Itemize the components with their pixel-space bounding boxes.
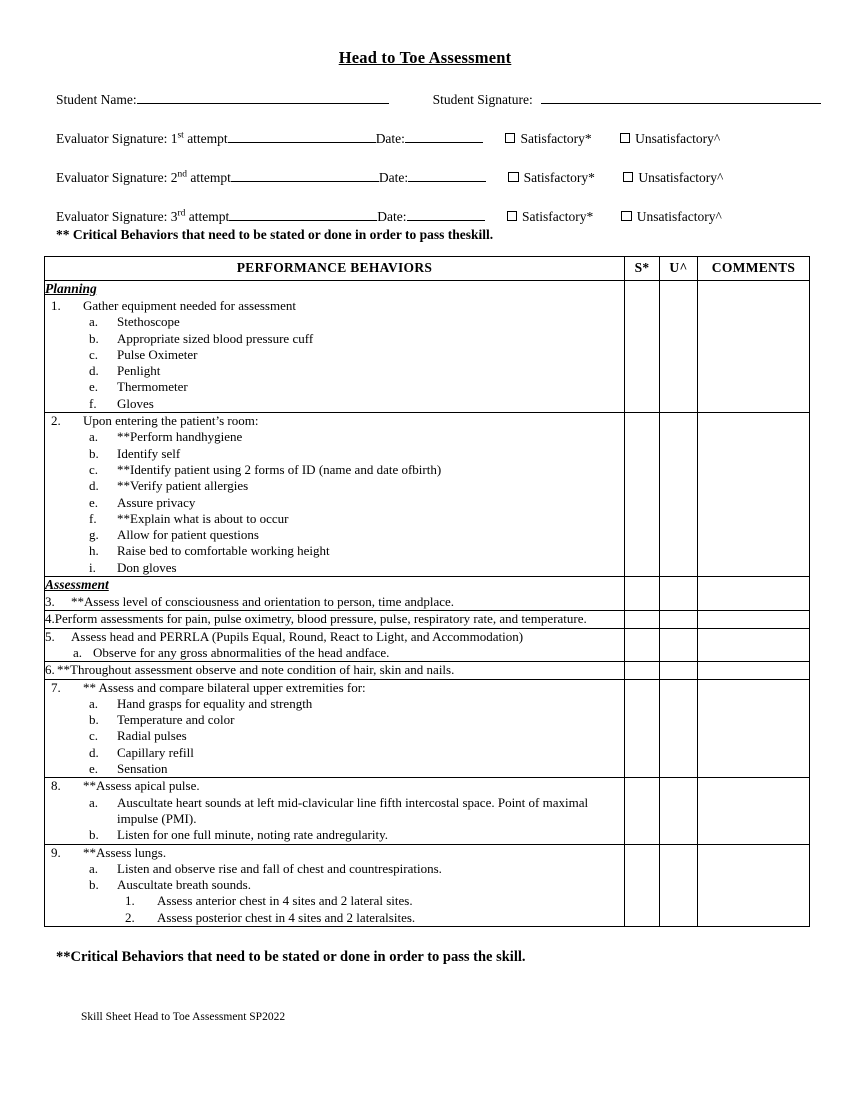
satisfactory-option-2[interactable] <box>508 170 595 186</box>
s-cell-1[interactable] <box>625 281 660 413</box>
behavior-list-1 <box>45 298 624 412</box>
behavior-cell-2 <box>45 413 625 577</box>
item-text: Hand grasps for equality and strength <box>117 695 313 711</box>
list-item <box>83 379 624 395</box>
item-text: Sensation <box>117 761 168 777</box>
item-text: Identify self <box>117 445 181 461</box>
item-number: 7. <box>51 679 61 695</box>
satisfactory-label-1: Satisfactory* <box>520 131 592 146</box>
critical-behaviors-note-bottom: **Critical Behaviors that need to be stated or done in order to pass the skill. <box>56 948 526 965</box>
student-name-input[interactable] <box>137 90 389 104</box>
unsatisfactory-label-3: Unsatisfactory^ <box>636 209 722 224</box>
section-heading-assessment: Assessment <box>45 577 109 593</box>
checkbox-icon[interactable] <box>508 172 519 183</box>
table-row <box>45 844 810 926</box>
evaluator-signature-input-1[interactable] <box>228 129 376 143</box>
list-item <box>83 827 624 843</box>
item-number: 4. <box>45 611 55 627</box>
behavior-subline-5a <box>45 645 624 661</box>
list-item <box>83 543 624 559</box>
list-item <box>83 429 624 445</box>
item-text: Auscultate heart sounds at left mid-clavicular line fifth intercostal space. Point of maximal impulse (PMI). <box>117 794 589 826</box>
performance-behaviors-table-wrap <box>42 256 808 927</box>
item-text: **Throughout assessment observe and note condition of hair, skin and nails. <box>57 662 455 678</box>
date-input-3[interactable] <box>407 207 485 221</box>
item-text: Radial pulses <box>117 728 187 744</box>
item-text: **Perform handhygiene <box>117 429 243 445</box>
item-number: e. <box>89 379 99 395</box>
comments-cell-5[interactable] <box>698 628 810 662</box>
performance-behaviors-table <box>44 256 810 927</box>
s-cell-9[interactable] <box>625 844 660 926</box>
comments-cell-4[interactable] <box>698 611 810 628</box>
item-number: d. <box>89 363 99 379</box>
table-row <box>45 778 810 844</box>
section-heading-planning: Planning <box>45 281 97 296</box>
s-cell-5[interactable] <box>625 628 660 662</box>
item-text: Don gloves <box>117 559 177 575</box>
outcome-checkboxes-1 <box>505 131 720 147</box>
list-item <box>83 560 624 576</box>
comments-cell-8[interactable] <box>698 778 810 844</box>
satisfactory-label-2: Satisfactory* <box>523 170 595 185</box>
item-text: Perform assessments for pain, pulse oximetry, blood pressure, pulse, respiratory rate, and temperature. <box>54 611 587 627</box>
item-number: f. <box>89 510 97 526</box>
satisfactory-label-3: Satisfactory* <box>522 209 594 224</box>
attempt-row-1 <box>56 129 805 147</box>
item-text: Assure privacy <box>117 494 196 510</box>
behavior-cell-6 <box>45 662 625 679</box>
behavior-sublist-8 <box>83 795 624 844</box>
list-item <box>83 527 624 543</box>
table-row <box>45 679 810 778</box>
document-footer-id: Skill Sheet Head to Toe Assessment SP2022 <box>81 1010 286 1023</box>
list-item <box>83 446 624 462</box>
item-text: Thermometer <box>117 379 188 395</box>
behavior-list-2 <box>45 413 624 576</box>
behavior-sublist-1 <box>83 314 624 412</box>
item-number: 9. <box>51 844 61 860</box>
behavior-line-6 <box>45 662 624 678</box>
ordinal-superscript: st <box>177 130 184 141</box>
table-header-row <box>45 257 810 281</box>
item-text: **Assess level of consciousness and orientation to person, time andplace. <box>71 594 455 610</box>
item-number: b. <box>89 445 99 461</box>
item-text: Appropriate sized blood pressure cuff <box>117 330 314 346</box>
table-row <box>45 611 810 628</box>
evaluator-signature-label-3: Evaluator Signature: 3rd attempt <box>56 208 230 224</box>
item-number: h. <box>89 543 99 559</box>
item-number: i. <box>89 559 96 575</box>
item-number: e. <box>89 494 99 510</box>
outcome-checkboxes-2 <box>508 170 723 186</box>
u-cell-1[interactable] <box>660 281 698 413</box>
item-number: a. <box>89 314 99 330</box>
student-signature-input[interactable] <box>541 90 821 104</box>
critical-behaviors-note-top: ** Critical Behaviors that need to be stated or done in order to pass theskill. <box>56 227 494 242</box>
unsatisfactory-option-1[interactable] <box>620 131 721 147</box>
behavior-line-4 <box>45 611 624 627</box>
behavior-subsublist-9 <box>117 893 624 926</box>
page-title: Head to Toe Assessment <box>338 48 512 67</box>
list-item <box>83 761 624 777</box>
column-header-u: U^ <box>660 257 698 281</box>
item-number: d. <box>89 744 99 760</box>
list-item <box>117 910 624 926</box>
list-item <box>45 298 624 412</box>
behavior-cell-4 <box>45 611 625 628</box>
behavior-line-5 <box>45 629 624 645</box>
comments-cell-9[interactable] <box>698 844 810 926</box>
behavior-cell-7 <box>45 679 625 778</box>
list-item <box>83 877 624 926</box>
unsatisfactory-option-2[interactable] <box>623 170 724 186</box>
item-text: Assess anterior chest in 4 sites and 2 lateral sites. <box>157 893 413 909</box>
u-cell-6[interactable] <box>660 662 698 679</box>
attempt-row-3 <box>56 207 805 225</box>
behavior-sublist-2 <box>83 429 624 576</box>
behavior-list-8 <box>45 778 624 843</box>
item-number: 6. <box>45 662 55 678</box>
table-row <box>45 413 810 577</box>
table-row <box>45 628 810 662</box>
s-cell-7[interactable] <box>625 679 660 778</box>
date-input-2[interactable] <box>408 168 486 182</box>
list-item <box>83 745 624 761</box>
item-text: Listen and observe rise and fall of chest and countrespirations. <box>117 860 442 876</box>
date-label-3: Date: <box>377 209 407 224</box>
list-item <box>117 893 624 909</box>
comments-cell-2[interactable] <box>698 413 810 577</box>
unsatisfactory-label-2: Unsatisfactory^ <box>638 170 724 185</box>
checkbox-icon[interactable] <box>507 211 518 222</box>
list-item <box>83 363 624 379</box>
item-number: f. <box>89 395 97 411</box>
item-number: 5. <box>45 628 55 644</box>
checkbox-icon[interactable] <box>621 211 632 222</box>
s-cell-3[interactable] <box>625 577 660 611</box>
item-text: Assess posterior chest in 4 sites and 2 lateralsites. <box>157 909 416 925</box>
list-item <box>45 413 624 576</box>
list-item <box>83 347 624 363</box>
item-number: e. <box>89 761 99 777</box>
list-item <box>83 462 624 478</box>
date-input-1[interactable] <box>405 129 483 143</box>
behavior-cell-5 <box>45 628 625 662</box>
item-text: **Assess lungs. <box>83 844 167 860</box>
u-cell-3[interactable] <box>660 577 698 611</box>
behavior-sublist-9 <box>83 861 624 926</box>
list-item <box>83 396 624 412</box>
item-number: 1. <box>125 893 135 909</box>
checkbox-icon[interactable] <box>505 133 516 144</box>
list-item <box>45 680 624 778</box>
item-text: Penlight <box>117 363 161 379</box>
evaluator-signature-input-3[interactable] <box>229 207 377 221</box>
evaluator-signature-label-1: Evaluator Signature: 1st attempt <box>56 130 228 146</box>
behavior-cell-8 <box>45 778 625 844</box>
item-number: b. <box>89 827 99 843</box>
item-text: ** Assess and compare bilateral upper extremities for: <box>83 679 366 695</box>
behavior-cell-1 <box>45 281 625 413</box>
list-item <box>83 696 624 712</box>
student-row <box>56 90 805 108</box>
checkbox-icon[interactable] <box>623 172 634 183</box>
item-text: **Assess apical pulse. <box>83 778 200 794</box>
list-item <box>45 845 624 926</box>
comments-cell-7[interactable] <box>698 679 810 778</box>
item-number: a. <box>89 695 99 711</box>
list-item <box>83 861 624 877</box>
item-text: Auscultate breath sounds. <box>117 877 251 893</box>
ordinal-superscript: nd <box>177 169 187 180</box>
table-row <box>45 281 810 413</box>
unsatisfactory-option-3[interactable] <box>621 209 722 225</box>
student-name-label: Student Name: <box>56 92 137 107</box>
s-cell-2[interactable] <box>625 413 660 577</box>
item-text: **Identify patient using 2 forms of ID (name and date ofbirth) <box>117 461 442 477</box>
list-item <box>83 331 624 347</box>
behavior-list-9 <box>45 845 624 926</box>
s-cell-8[interactable] <box>625 778 660 844</box>
item-number: 2. <box>51 413 61 429</box>
item-number: b. <box>89 877 99 893</box>
list-item <box>83 495 624 511</box>
behavior-list-7 <box>45 680 624 778</box>
table-body <box>45 281 810 927</box>
u-cell-4[interactable] <box>660 611 698 628</box>
column-header-comments: COMMENTS <box>698 257 810 281</box>
list-item <box>83 314 624 330</box>
table-row <box>45 577 810 611</box>
u-cell-8[interactable] <box>660 778 698 844</box>
column-header-s: S* <box>625 257 660 281</box>
item-text: Raise bed to comfortable working height <box>117 543 330 559</box>
unsatisfactory-label-1: Unsatisfactory^ <box>635 131 721 146</box>
header-fields <box>45 90 805 225</box>
item-number: 3. <box>45 594 55 610</box>
u-cell-9[interactable] <box>660 844 698 926</box>
list-item <box>83 728 624 744</box>
item-text: Upon entering the patient’s room: <box>83 413 259 429</box>
ordinal-superscript: rd <box>177 208 186 219</box>
item-number: a. <box>73 644 83 660</box>
u-cell-5[interactable] <box>660 628 698 662</box>
behavior-cell-9 <box>45 844 625 926</box>
table-row <box>45 662 810 679</box>
item-text: Gloves <box>117 395 154 411</box>
comments-cell-3[interactable] <box>698 577 810 611</box>
behavior-line-3 <box>45 594 624 610</box>
item-number: g. <box>89 527 99 543</box>
item-number: b. <box>89 712 99 728</box>
u-cell-7[interactable] <box>660 679 698 778</box>
item-text: **Verify patient allergies <box>117 478 249 494</box>
item-number: d. <box>89 478 99 494</box>
date-label-2: Date: <box>378 170 409 185</box>
satisfactory-option-1[interactable] <box>505 131 592 147</box>
u-cell-2[interactable] <box>660 413 698 577</box>
item-number: c. <box>89 461 99 477</box>
item-text: Capillary refill <box>117 744 194 760</box>
item-number: c. <box>89 346 99 362</box>
s-cell-4[interactable] <box>625 611 660 628</box>
checkbox-icon[interactable] <box>620 133 631 144</box>
student-signature-label: Student Signature: <box>432 92 533 107</box>
column-header-behaviors: PERFORMANCE BEHAVIORS <box>45 257 625 281</box>
date-label-1: Date: <box>375 131 405 146</box>
item-text: Assess head and PERRLA (Pupils Equal, Round, React to Light, and Accommodation) <box>71 628 524 644</box>
item-number: a. <box>89 429 99 445</box>
outcome-checkboxes-3 <box>507 209 722 225</box>
comments-cell-1[interactable] <box>698 281 810 413</box>
item-text: Listen for one full minute, noting rate andregularity. <box>117 827 388 843</box>
evaluator-signature-input-2[interactable] <box>231 168 379 182</box>
behavior-cell-3 <box>45 577 625 611</box>
list-item <box>83 712 624 728</box>
item-number: 8. <box>51 778 61 794</box>
item-number: 1. <box>51 298 61 313</box>
s-cell-6[interactable] <box>625 662 660 679</box>
item-number: b. <box>89 330 99 346</box>
list-item <box>83 478 624 494</box>
list-item <box>83 511 624 527</box>
evaluator-signature-label-2: Evaluator Signature: 2nd attempt <box>56 169 231 185</box>
item-text: Allow for patient questions <box>117 527 259 543</box>
list-item <box>45 778 624 843</box>
item-text: Temperature and color <box>117 712 235 728</box>
item-text: Stethoscope <box>117 314 180 330</box>
list-item <box>83 795 624 828</box>
item-number: 2. <box>125 909 135 925</box>
item-number: a. <box>89 860 99 876</box>
item-text: Observe for any gross abnormalities of the head andface. <box>93 644 390 660</box>
item-text: Pulse Oximeter <box>117 346 198 362</box>
behavior-sublist-7 <box>83 696 624 777</box>
satisfactory-option-3[interactable] <box>507 209 594 225</box>
attempt-row-2 <box>56 168 805 186</box>
comments-cell-6[interactable] <box>698 662 810 679</box>
item-number: a. <box>89 794 99 810</box>
item-number: c. <box>89 728 99 744</box>
item-text: **Explain what is about to occur <box>117 510 289 526</box>
item-text: Gather equipment needed for assessment <box>83 298 296 313</box>
table-header <box>45 257 810 281</box>
